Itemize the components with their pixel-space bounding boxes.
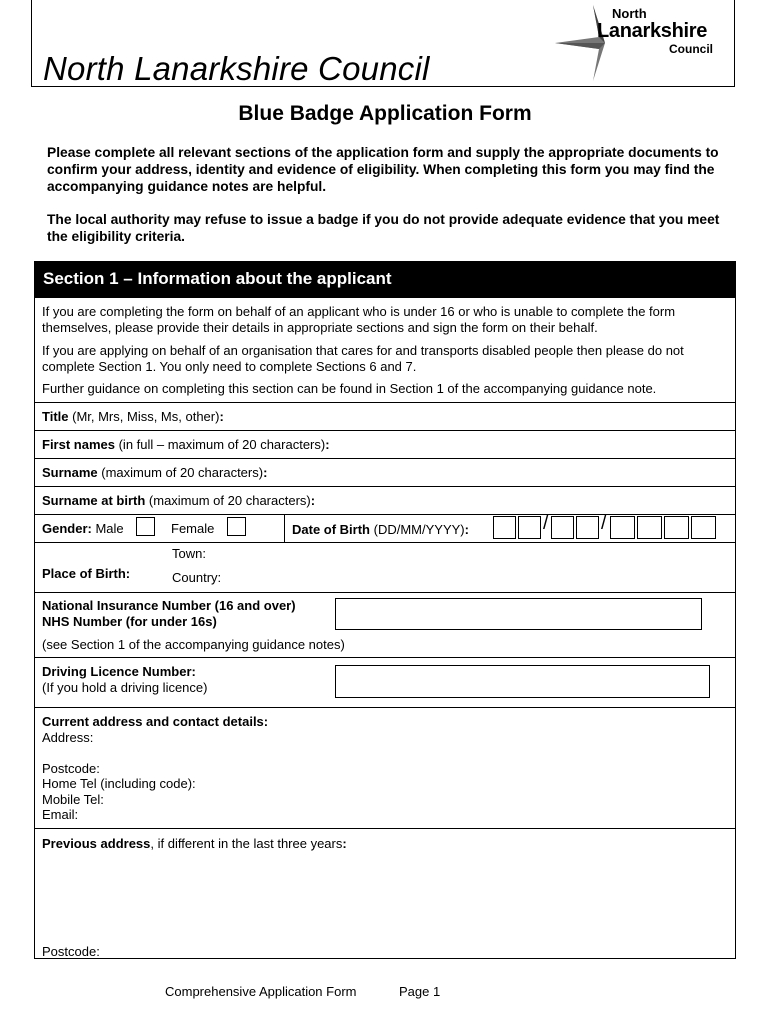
row-divider: [34, 657, 736, 658]
title-field-label[interactable]: Title (Mr, Mrs, Miss, Ms, other):: [42, 409, 224, 424]
row-divider: [34, 707, 736, 708]
dob-separator: /: [543, 513, 549, 534]
guidance-paragraph-1: If you are completing the form on behalf of an applicant who is under 16 or who is unable to complete the form themselves, please provide their details in appropriate sections and sign the form on their behalf.: [42, 304, 676, 335]
nhs-number-label: NHS Number (for under 16s): [42, 614, 217, 629]
row-divider: [34, 514, 736, 515]
first-names-field-label[interactable]: First names (in full – maximum of 20 characters):: [42, 437, 330, 452]
row-divider: [34, 402, 736, 403]
dob-year-digit-3[interactable]: [664, 516, 689, 539]
gender-label: Gender: Male: [42, 521, 124, 536]
place-of-birth-label: Place of Birth:: [42, 566, 131, 581]
driving-licence-hint: (If you hold a driving licence): [42, 680, 208, 695]
address-field-label[interactable]: Address:: [42, 730, 94, 745]
gender-female-checkbox[interactable]: [227, 517, 246, 536]
row-divider: [34, 542, 736, 543]
dob-month-digit-1[interactable]: [551, 516, 574, 539]
column-divider: [284, 514, 285, 542]
town-field-label[interactable]: Town:: [172, 546, 206, 561]
row-divider: [34, 458, 736, 459]
row-divider: [34, 430, 736, 431]
section-heading: Section 1 – Information about the applicant: [34, 261, 736, 297]
date-of-birth-label: Date of Birth (DD/MM/YYYY):: [292, 522, 469, 537]
country-field-label[interactable]: Country:: [172, 570, 222, 585]
footer-page-number: Page 1: [399, 984, 441, 999]
form-title: Blue Badge Application Form: [238, 102, 532, 125]
gender-male-checkbox[interactable]: [136, 517, 155, 536]
home-tel-field-label[interactable]: Home Tel (including code):: [42, 776, 196, 791]
intro-paragraph-1: Please complete all relevant sections of the application form and supply the appropriate documents to confirm your address, identity and evidence of eligibility. When completing this form you may find the accompanying guidance notes are helpful.: [47, 145, 719, 194]
dob-separator: /: [601, 513, 607, 534]
previous-address-field-label[interactable]: Previous address, if different in the last three years:: [42, 836, 347, 851]
dob-year-digit-2[interactable]: [637, 516, 662, 539]
dob-year-digit-4[interactable]: [691, 516, 716, 539]
current-address-heading: Current address and contact details:: [42, 714, 269, 729]
dob-year-digit-1[interactable]: [610, 516, 635, 539]
gender-female-label: Female: [171, 521, 215, 536]
row-divider: [34, 486, 736, 487]
surname-at-birth-field-label[interactable]: Surname at birth (maximum of 20 characters):: [42, 493, 316, 508]
ni-number-hint: (see Section 1 of the accompanying guidance notes): [42, 637, 345, 652]
dob-day-digit-1[interactable]: [493, 516, 516, 539]
logo-text-council: Council: [669, 42, 713, 56]
surname-field-label[interactable]: Surname (maximum of 20 characters):: [42, 465, 268, 480]
row-divider: [34, 828, 736, 829]
logo-text-lanarkshire: Lanarkshire: [597, 20, 708, 42]
dob-day-digit-2[interactable]: [518, 516, 541, 539]
previous-postcode-field-label[interactable]: Postcode:: [42, 944, 100, 959]
driving-licence-label: Driving Licence Number:: [42, 664, 196, 679]
intro-paragraph-2: The local authority may refuse to issue a badge if you do not provide adequate evidence that you meet the eligibility criteria.: [47, 212, 720, 244]
dob-month-digit-2[interactable]: [576, 516, 599, 539]
guidance-paragraph-2: If you are applying on behalf of an organisation that cares for and transports disabled people then please do not complete Section 1. You only need to complete Sections 6 and 7.: [42, 343, 684, 374]
guidance-paragraph-3: Further guidance on completing this section can be found in Section 1 of the accompanying guidance note.: [42, 381, 657, 396]
postcode-field-label[interactable]: Postcode:: [42, 761, 100, 776]
mobile-tel-field-label[interactable]: Mobile Tel:: [42, 792, 104, 807]
logo-text-north: North: [612, 6, 647, 21]
footer-form-name: Comprehensive Application Form: [165, 984, 357, 999]
driving-licence-input[interactable]: [335, 665, 710, 698]
ni-number-label: National Insurance Number (16 and over): [42, 598, 296, 613]
ni-number-input[interactable]: [335, 598, 702, 630]
email-field-label[interactable]: Email:: [42, 807, 79, 822]
council-name: North Lanarkshire Council: [43, 50, 430, 87]
row-divider: [34, 592, 736, 593]
